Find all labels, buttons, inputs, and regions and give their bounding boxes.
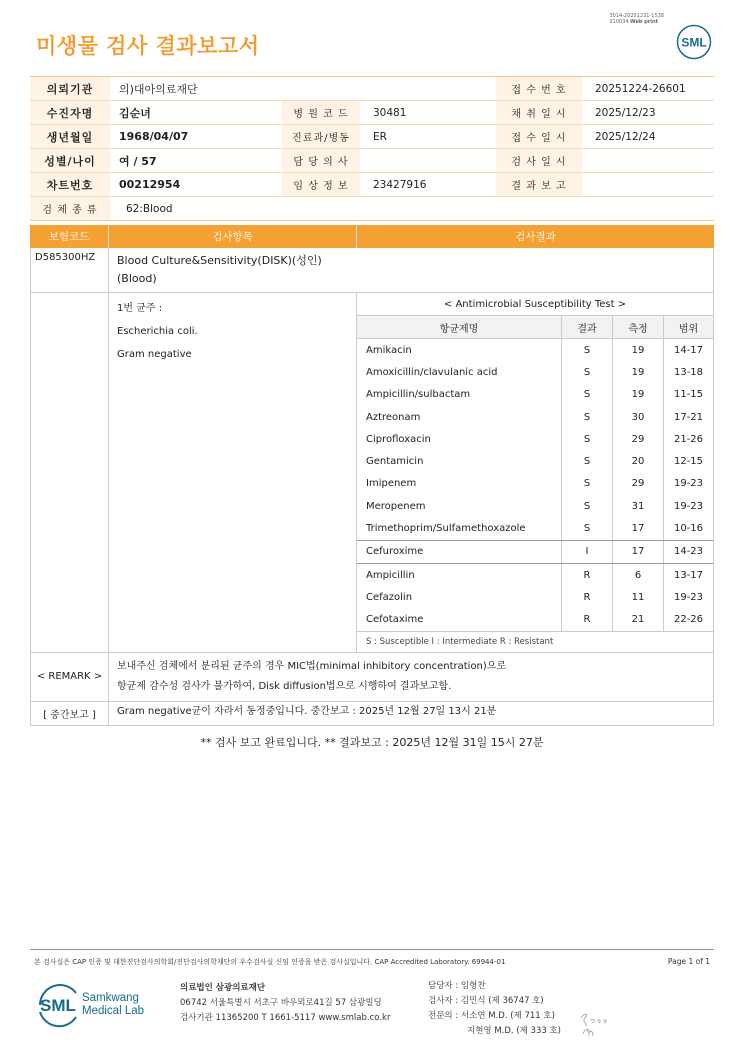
result-code: S [562,384,613,406]
info-label: 수진자명 [30,101,110,124]
ast-row [357,384,713,406]
footer-org-info [180,981,390,1026]
info-label: 결 과 보 고 [496,173,582,196]
ast-row [357,609,713,631]
info-label: 채 취 일 시 [496,101,582,124]
range-value: 21-26 [673,433,704,445]
range-value: 14-23 [673,546,704,558]
ast-row [357,563,713,586]
info-row [30,125,714,149]
print-id: 3014-20251231-1538 [609,13,664,19]
ast-row [357,473,713,495]
page-number: Page 1 of 1 [667,957,710,966]
range-value: 13-18 [673,366,704,378]
info-value [582,173,714,196]
result-code: S [562,495,613,517]
specimen-row [30,197,714,221]
range-value: 19-23 [673,478,704,490]
test-name-line1: Blood Culture&Sensitivity(DISK)(성인) [117,254,322,267]
header-code: 보험코드 [30,225,109,248]
info-label: 임 상 정 보 [282,173,360,196]
interim-row [30,702,714,726]
print-label: Web print [630,19,658,25]
drug-name: Imipenem [357,473,562,495]
measure-value: 17 [613,517,664,539]
ast-row [357,406,713,428]
drug-name: Meropenem [357,495,562,517]
measure-value: 20 [613,450,664,472]
organism-info [109,293,357,652]
measure-value: 19 [613,384,664,406]
measure-value: 19 [613,361,664,383]
ast-header-row [357,316,713,339]
measure-value: 29 [613,473,664,495]
drug-name: Aztreonam [357,406,562,428]
footer-logo-sub1: Samkwang [82,992,139,1004]
ast-row [357,495,713,517]
result-code: R [562,564,613,586]
remark-row [30,653,714,702]
info-value: 30481 [373,106,407,119]
ast-row [357,540,713,563]
test-name [109,248,714,292]
remark-label: < REMARK > [30,653,109,701]
info-label: 접 수 일 시 [496,125,582,148]
info-row [30,101,714,125]
footer-logo-sub2: Medical Lab [82,1005,145,1017]
info-value: 2025/12/24 [595,130,656,143]
staff-manager: 담당자 : 임형찬 [428,981,486,991]
drug-name: Ampicillin/sulbactam [357,384,562,406]
ast-row [357,586,713,608]
info-label: 진료과/병동 [282,125,360,148]
organism-name: Escherichia coli. [117,326,198,337]
ast-col-result: 결과 [562,316,613,338]
remark-line1: 보내주신 검체에서 분리된 균주의 경우 MIC법(minimal inhibitory concentration)으로 [117,660,507,672]
ast-row [357,517,713,539]
info-value [360,77,496,100]
ast-legend: S : Susceptible I : Intermediate R : Resistant [357,631,713,652]
footer-logo-main: SML [40,996,76,1015]
measure-value: 31 [613,495,664,517]
samkwang-logo-icon [36,982,156,1028]
result-table [30,225,714,750]
drug-name: Amoxicillin/clavulanic acid [357,361,562,383]
result-header [30,225,714,248]
info-value: 1968/04/07 [119,130,189,143]
info-row [30,149,714,173]
ast-title: < Antimicrobial Susceptibility Test > [357,293,713,316]
range-value: 17-21 [673,411,704,423]
org-name: 의료법인 삼광의료재단 [180,983,266,993]
interim-text: Gram negative균이 자라서 동정중입니다. 중간보고 : 2025년 12월 27일 13시 21분 [109,702,714,725]
staff-tester: 검사자 : 김민식 (제 36747 호) [428,996,544,1006]
staff-specialist2: 지현영 M.D. (제 333 호) [467,1026,562,1036]
range-value: 13-17 [673,569,704,581]
ast-row [357,450,713,472]
info-value: 20251224-26601 [595,82,686,95]
header-result: 검사결과 [515,231,556,243]
staff-specialist1: 전문의 : 서소연 M.D. (제 711 호) [428,1011,555,1021]
organism-gram: Gram negative [117,349,192,360]
range-value: 14-17 [673,344,704,356]
result-code: I [562,541,613,563]
info-row [30,77,714,101]
specimen-label: 검 체 종 류 [30,197,110,220]
print-code: 210034 [609,19,629,25]
result-code: S [562,339,613,361]
remark-line2: 항균제 감수성 검사가 불가하여, Disk diffusion법으로 시행하여 결과보고함. [117,680,452,692]
interim-label: [ 중간보고 ] [30,702,109,725]
drug-name: Cefuroxime [357,541,562,563]
info-value: 23427916 [373,178,427,191]
measure-value: 30 [613,406,664,428]
organism-label: 1번 균주 : [117,303,163,314]
info-label: 성별/나이 [30,149,110,172]
info-value: 00212954 [119,178,181,191]
info-value: 의)대아의료재단 [119,82,198,96]
measure-value: 17 [613,541,664,563]
measure-value: 21 [613,609,664,631]
info-label [282,77,360,100]
test-name-line2: (Blood) [117,272,157,285]
report-title: 미생물 검사 결과보고서 [36,34,260,58]
info-label: 차트번호 [30,173,110,196]
certification-note: 본 검사실은 CAP 인증 및 대한진단검사의학회/진단검사의학재단의 우수검사실 신임 인증을 받은 검사실입니다. CAP Accredited Laboratory. 69944-01 [34,958,506,966]
ast-col-drug: 항균제명 [357,316,562,338]
insurance-code: D585300HZ [30,248,109,292]
measure-value: 11 [613,586,664,608]
blank-code-cell [30,293,109,652]
measure-value: 6 [613,564,664,586]
range-value: 11-15 [673,389,704,401]
ast-row [357,428,713,450]
range-value: 12-15 [673,456,704,468]
result-code: R [562,586,613,608]
print-info [609,13,664,25]
result-code: S [562,450,613,472]
drug-name: Ciprofloxacin [357,428,562,450]
drug-name: Trimethoprim/Sulfamethoxazole [357,517,562,539]
drug-name: Amikacin [357,339,562,361]
info-label: 의뢰기관 [30,77,110,100]
drug-name: Ampicillin [357,564,562,586]
range-value: 22-26 [673,614,704,626]
info-label: 생년월일 [30,125,110,148]
result-code: S [562,473,613,495]
range-value: 19-23 [673,500,704,512]
result-code: S [562,406,613,428]
info-value: 2025/12/23 [595,106,656,119]
sml-logo-icon [676,24,712,60]
footer-divider [30,949,714,950]
header-item: 검사항목 [109,225,357,248]
info-value [360,149,496,172]
ast-row [357,361,713,383]
test-row [30,248,714,293]
info-value: 김순녀 [119,106,151,120]
drug-name: Gentamicin [357,450,562,472]
range-value: 10-16 [673,523,704,535]
remark-text [109,653,714,701]
range-value: 19-23 [673,591,704,603]
ast-section [30,293,714,653]
ast-rows [357,339,713,631]
info-value: ER [373,130,387,143]
ast-row [357,339,713,361]
ast-col-measure: 측정 [613,316,664,338]
specimen-value: 62:Blood [126,202,173,215]
info-label: 담 당 의 사 [282,149,360,172]
info-value [582,149,714,172]
result-code: R [562,609,613,631]
org-address: 06742 서울특별시 서초구 바우뫼로41길 57 삼광빌딩 [180,998,382,1008]
drug-name: Cefotaxime [357,609,562,631]
result-code: S [562,428,613,450]
patient-info-table [30,76,714,221]
info-value: 여 / 57 [119,154,157,168]
final-note: ** 검사 보고 완료입니다. ** 결과보고 : 2025년 12월 31일 15시 27분 [200,735,544,749]
result-code: S [562,361,613,383]
result-code: S [562,517,613,539]
info-label: 검 사 일 시 [496,149,582,172]
measure-value: 29 [613,428,664,450]
info-row [30,173,714,197]
sml-logo-text: SML [681,35,707,50]
info-label: 병 원 코 드 [282,101,360,124]
ast-col-range: 범위 [678,323,699,335]
signature-image [577,1010,613,1038]
ast-table [357,293,714,652]
org-contact: 검사기관 11365200 T 1661-5117 www.smlab.co.kr [180,1013,391,1023]
footer-staff [428,979,561,1039]
info-label: 접 수 번 호 [496,77,582,100]
drug-name: Cefazolin [357,586,562,608]
measure-value: 19 [613,339,664,361]
